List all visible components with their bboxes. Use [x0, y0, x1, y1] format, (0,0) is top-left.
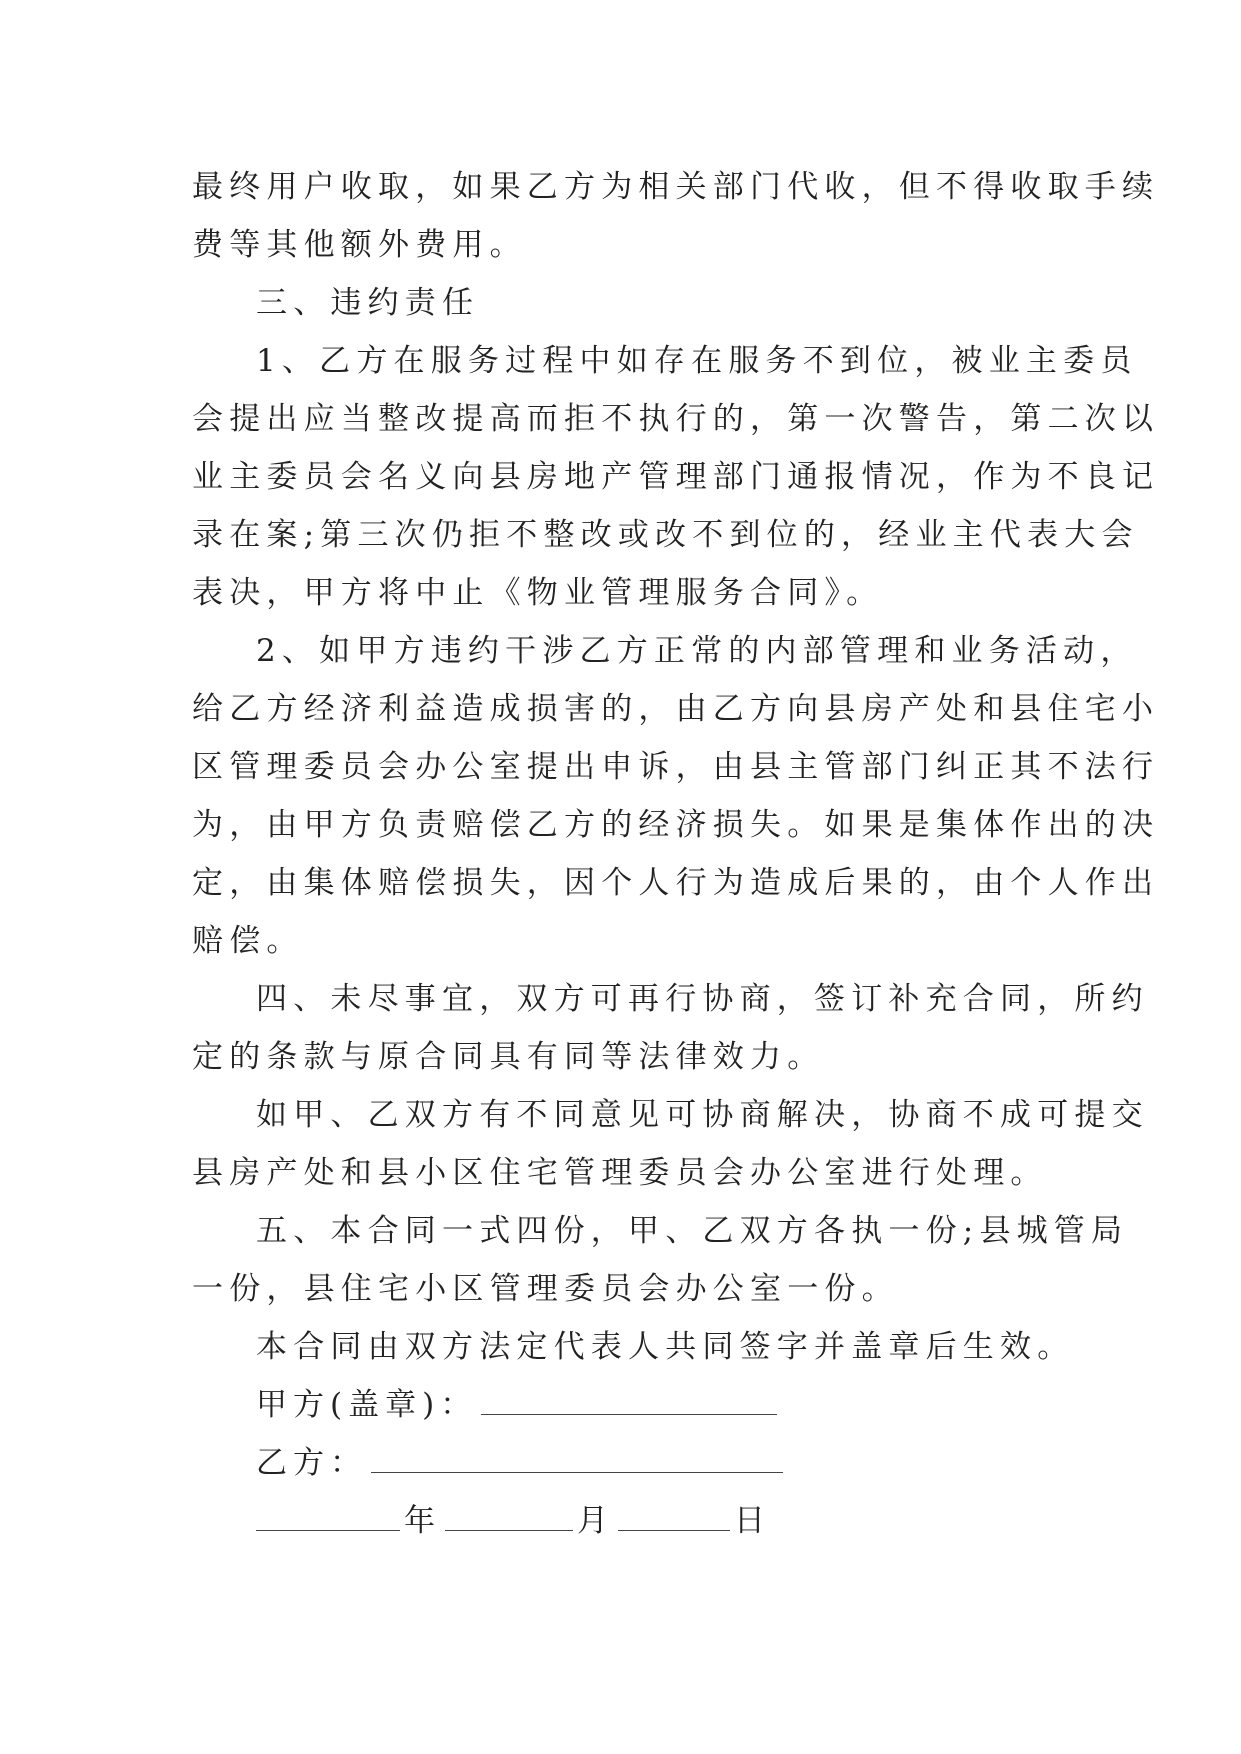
- text-line: 四、未尽事宜，双方可再行协商，签订补充合同，所约: [256, 981, 1149, 1017]
- document-body: [192, 158, 1160, 1550]
- text-line: 为，由甲方负责赔偿乙方的经济损失。如果是集体作出的决: [192, 807, 1160, 843]
- date-line: [192, 1492, 1050, 1550]
- text-line: 最终用户收取，如果乙方为相关部门代收，但不得收取手续: [192, 169, 1160, 205]
- day-blank: [618, 1496, 730, 1531]
- text-line: 录在案;第三次仍拒不整改或改不到位的，经业主代表大会: [192, 517, 1139, 553]
- party-b-blank: [371, 1438, 783, 1473]
- text-line: 赔偿。: [192, 923, 304, 959]
- text-line: 业主委员会名义向县房地产管理部门通报情况，作为不良记: [192, 459, 1160, 495]
- text-line: 2、如甲方违约干涉乙方正常的内部管理和业务活动，: [256, 633, 1138, 669]
- text-line: 区管理委员会办公室提出申诉，由县主管部门纠正其不法行: [192, 749, 1160, 785]
- text-line: 定的条款与原合同具有同等法律效力。: [192, 1039, 825, 1075]
- text-line: 定，由集体赔偿损失，因个人行为造成后果的，由个人作出: [192, 865, 1160, 901]
- text-line: 一份，县住宅小区管理委员会办公室一份。: [192, 1271, 899, 1307]
- text-line: 表决，甲方将中止《物业管理服务合同》。: [192, 575, 884, 611]
- year-label: 年: [404, 1503, 441, 1539]
- text-line: 1、乙方在服务过程中如存在服务不到位，被业主委员: [256, 343, 1138, 379]
- text-line: 五、本合同一式四份，甲、乙双方各执一份;县城管局: [256, 1213, 1129, 1249]
- year-blank: [256, 1496, 400, 1531]
- party-a-label: 甲方(盖章)：: [256, 1387, 478, 1423]
- section-heading: 三、违约责任: [256, 285, 480, 321]
- text-line: 给乙方经济利益造成损害的，由乙方向县房产处和县住宅小: [192, 691, 1160, 727]
- party-a-blank: [481, 1380, 777, 1415]
- text-line: 本合同由双方法定代表人共同签字并盖章后生效。: [256, 1329, 1075, 1365]
- party-a-signature-line: [192, 1376, 1050, 1434]
- party-b-signature-line: [192, 1434, 1050, 1492]
- day-label: 日: [734, 1503, 771, 1539]
- text-line: 会提出应当整改提高而拒不执行的，第一次警告，第二次以: [192, 401, 1160, 437]
- text-line: 费等其他额外费用。: [192, 227, 527, 263]
- month-label: 月: [577, 1503, 614, 1539]
- text-line: 如甲、乙双方有不同意见可协商解决，协商不成可提交: [256, 1097, 1149, 1133]
- text-line: 县房产处和县小区住宅管理委员会办公室进行处理。: [192, 1155, 1048, 1191]
- month-blank: [445, 1496, 573, 1531]
- party-b-label: 乙方：: [256, 1445, 367, 1481]
